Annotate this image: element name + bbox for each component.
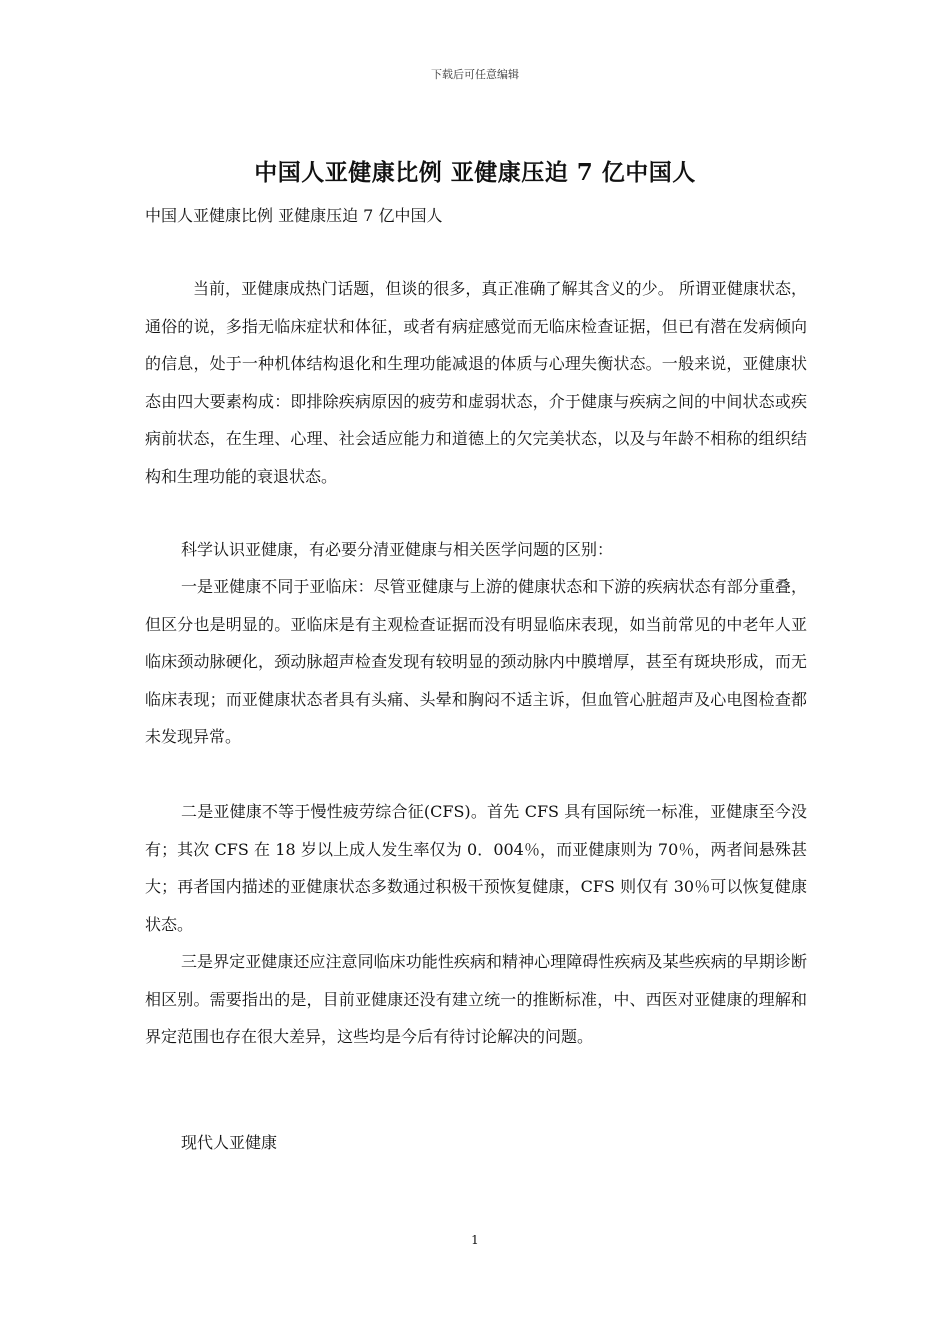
paragraph-cfs: 二是亚健康不等于慢性疲劳综合征(CFS)。首先 CFS 具有国际统一标准，亚健康至今没有；其次 CFS 在 18 岁以上成人发生率仅为 0．004％，而亚健康则为 70％，两者间悬殊甚大；再者国内描述的亚健康状态多数通过积极干预恢复健康，CFS 则仅有 30％可以恢复健康状态。 [145,802,807,934]
paragraph-subclinical: 一是亚健康不同于亚临床：尽管亚健康与上游的健康状态和下游的疾病状态有部分重叠，但区分也是明显的。亚临床是有主观检查证据而没有明显临床表现，如当前常见的中老年人亚临床颈动脉硬化，颈动脉超声检查发现有较明显的颈动脉内中膜增厚，甚至有斑块形成，而无临床表现；而亚健康状态者具有头痛、头晕和胸闷不适主诉，但血管心脏超声及心电图检查都未发现异常。 [145,577,807,747]
document-subtitle: 中国人亚健康比例 亚健康压迫 7 亿中国人 [145,206,443,225]
page-header: 下载后可任意编辑 [431,68,519,81]
document-title: 中国人亚健康比例 亚健康压迫 7 亿中国人 [254,159,696,186]
paragraph-functional-disease: 三是界定亚健康还应注意同临床功能性疾病和精神心理障碍性疾病及某些疾病的早期诊断相区别。需要指出的是，目前亚健康还没有建立统一的推断标准，中、西医对亚健康的理解和界定范围也存在很大差异，这些均是今后有待讨论解决的问题。 [145,952,807,1047]
page-number: 1 [471,1233,479,1247]
paragraph-distinction-intro: 科学认识亚健康，有必要分清亚健康与相关医学问题的区别： [181,540,614,559]
paragraph-definition: 当前，亚健康成热门话题，但谈的很多，真正准确了解其含义的少。 所谓亚健康状态，通俗的说，多指无临床症状和体征，或者有病症感觉而无临床检查证据，但已有潜在发病倾向的信息，处于一种机体结构退化和生理功能减退的体质与心理失衡状态。一般来说，亚健康状态由四大要素构成：即排除疾病原因的疲劳和虚弱状态，介于健康与疾病之间的中间状态或疾病前状态，在生理、心理、社会适应能力和道德上的欠完美状态，以及与年龄不相称的组织结构和生理功能的衰退状态。 [145,279,807,486]
section-heading: 现代人亚健康 [181,1133,278,1152]
